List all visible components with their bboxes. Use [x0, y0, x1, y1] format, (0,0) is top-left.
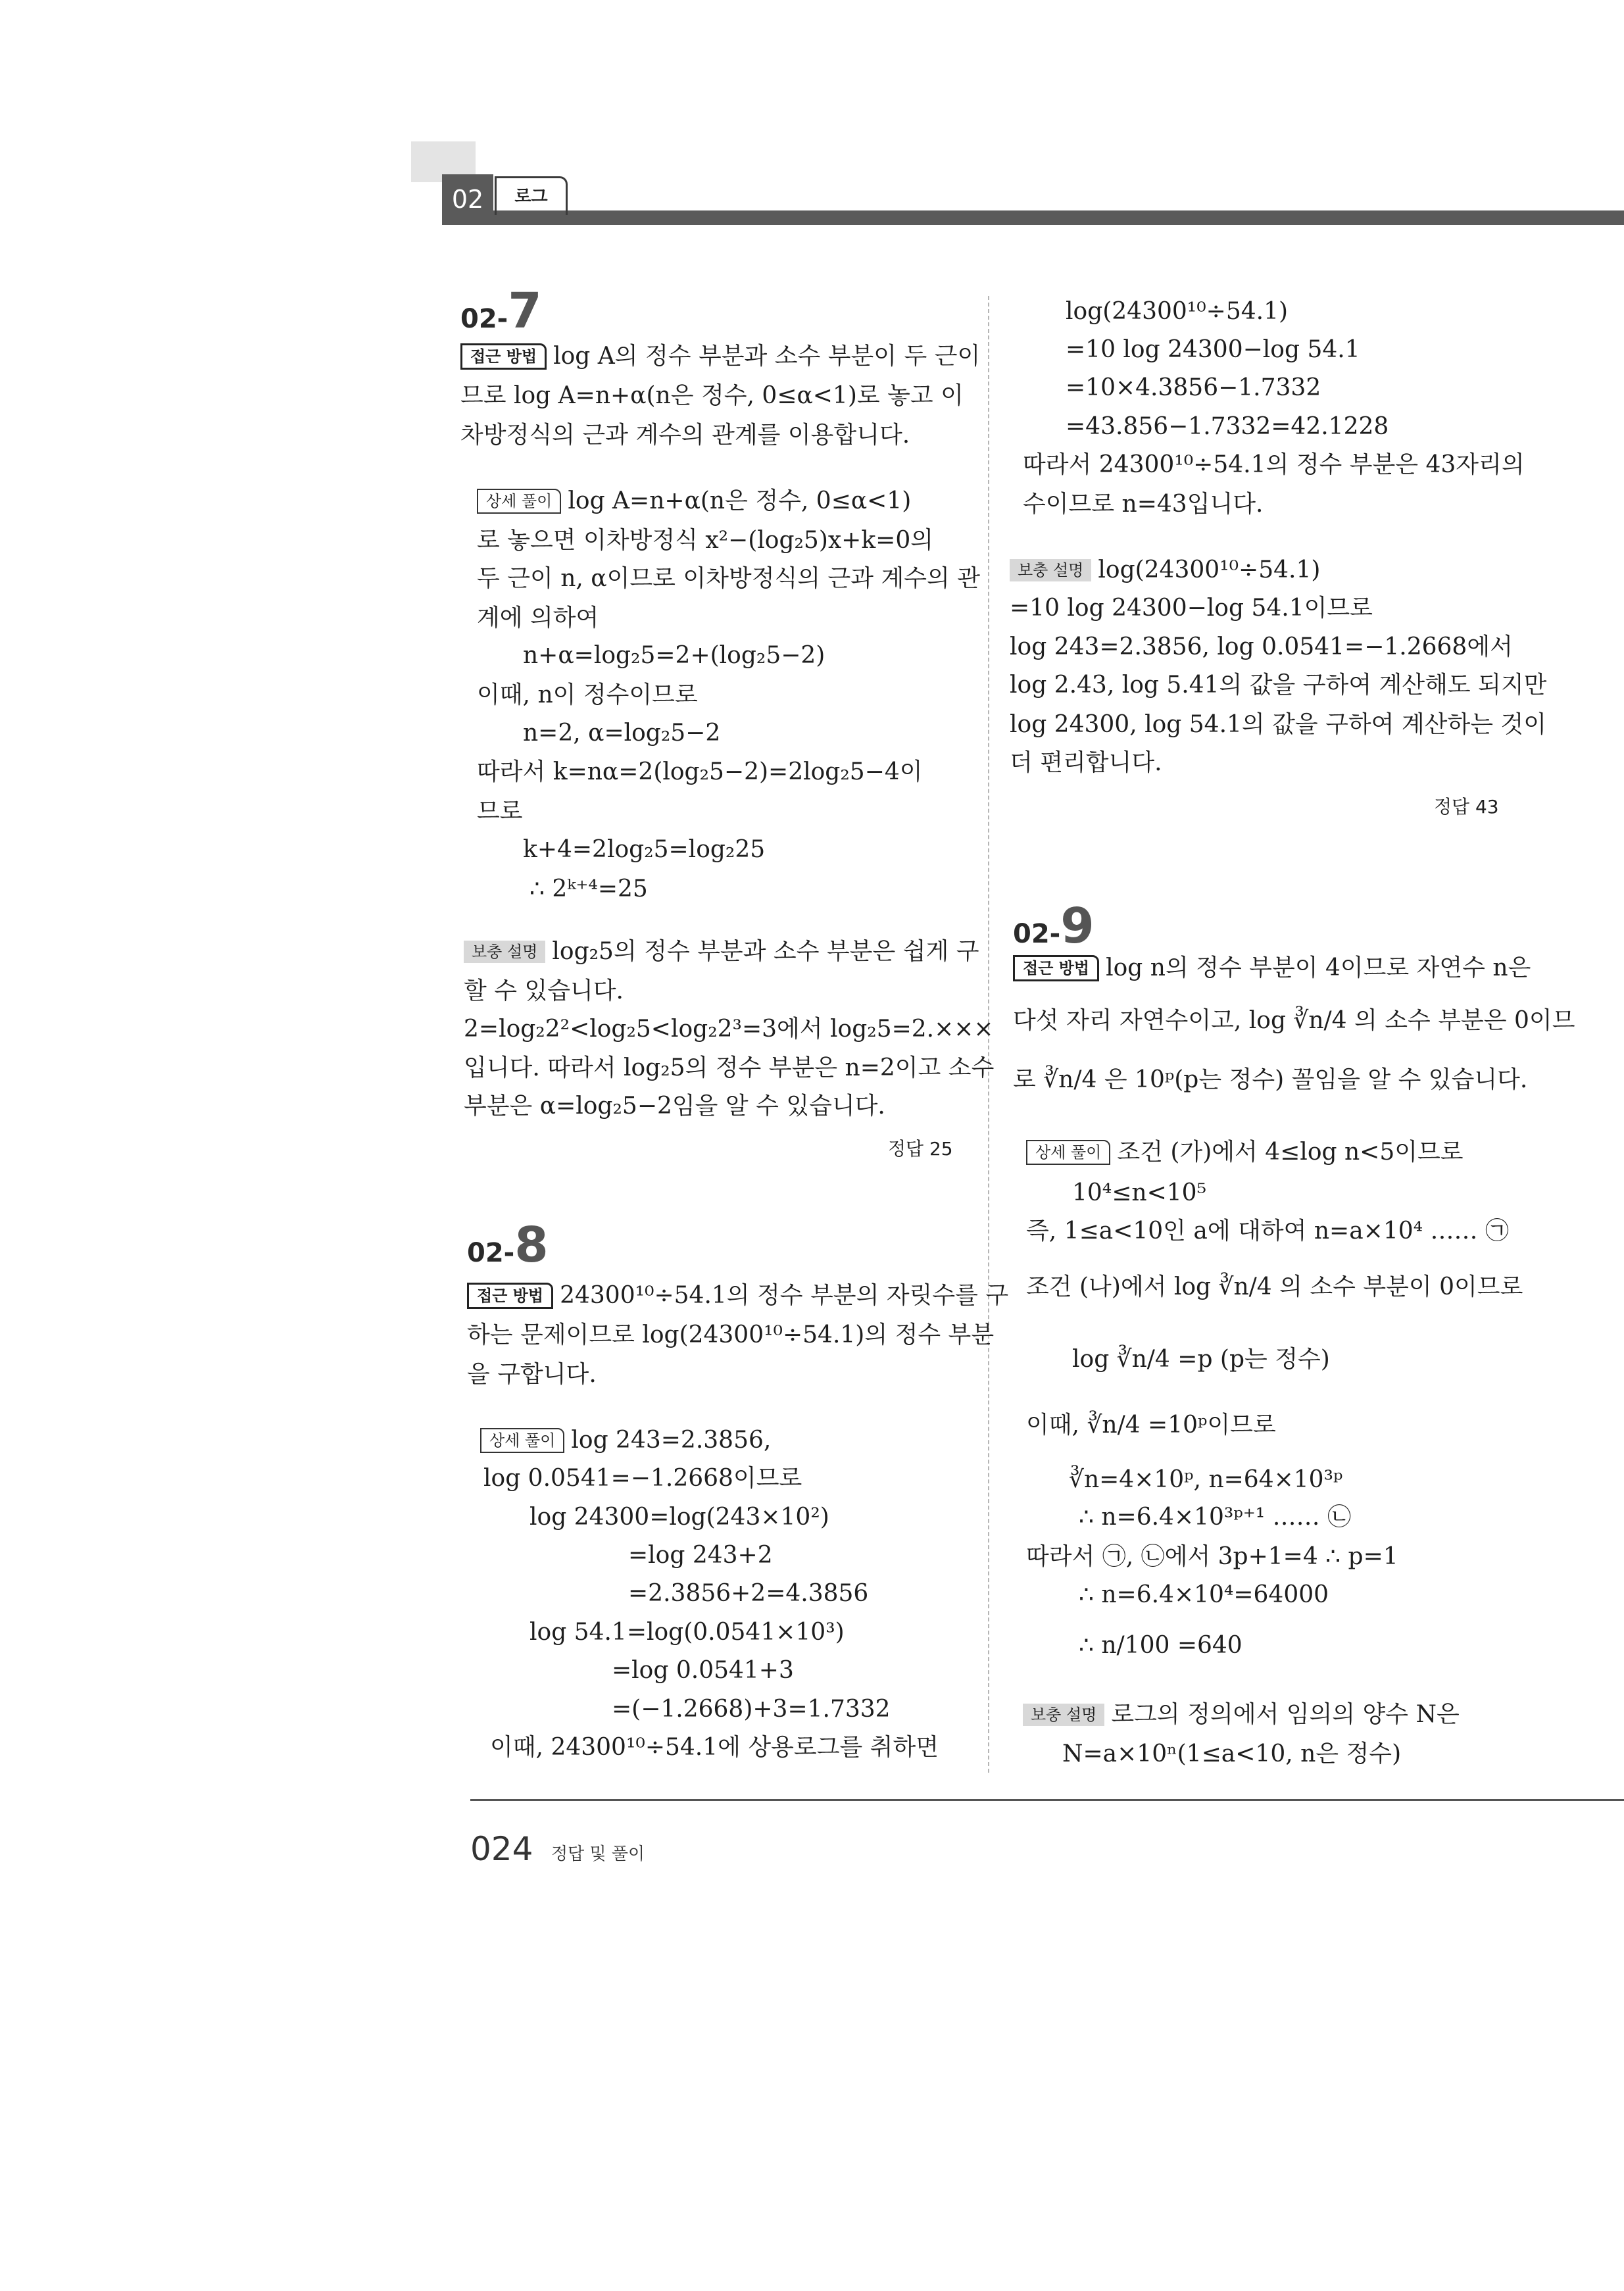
problem-9-approach-line: 로 ∛n/4 은 10ᵖ(p는 정수) 꼴임을 알 수 있습니다.	[1013, 1066, 1528, 1093]
problem-8-continued-line: =10 log 24300−log 54.1	[1066, 336, 1360, 363]
problem-7-detail-line: 로 놓으면 이차방정식 x²−(log₂5)x+k=0의	[477, 527, 933, 554]
problem-9-approach-line: 접근 방법 log n의 정수 부분이 4이므로 자연수 n은	[1013, 954, 1531, 983]
problem-9-detail-line: log ∛n/4 =p (p는 정수)	[1072, 1346, 1330, 1373]
problem-7-detail-line: 상세 풀이 log A=n+α(n은 정수, 0≤α<1)	[477, 487, 911, 516]
problem-8-approach-line: 을 구합니다.	[467, 1361, 597, 1388]
problem-7-detail-line: ∴ 2ᵏ⁺⁴=25	[529, 875, 648, 902]
problem-8-detail-line: log 24300=log(243×10²)	[529, 1504, 829, 1531]
problem-8-extra-line: log 24300, log 54.1의 값을 구하여 계산하는 것이	[1010, 711, 1547, 738]
problem-8-detail-line: =(−1.2668)+3=1.7332	[612, 1696, 891, 1723]
problem-7-approach-line: 므로 log A=n+α(n은 정수, 0≤α<1)로 놓고 이	[460, 382, 964, 409]
problem-9-heading: 02-9	[1013, 898, 1095, 954]
problem-7-extra-line: 할 수 있습니다.	[464, 977, 624, 1004]
problem-8-detail-line: =log 0.0541+3	[612, 1657, 794, 1684]
problem-7-approach-line: 차방정식의 근과 계수의 관계를 이용합니다.	[460, 422, 910, 449]
problem-7-extra-line: 2=log₂2²<log₂5<log₂2³=3에서 log₂5=2.×××	[464, 1016, 994, 1043]
problem-8-continued-line: 따라서 24300¹⁰÷54.1의 정수 부분은 43자리의	[1023, 451, 1525, 478]
problem-7-detail-line: 따라서 k=nα=2(log₂5−2)=2log₂5−4이	[477, 758, 923, 785]
detail-tag: 상세 풀이	[477, 489, 561, 514]
problem-7-heading: 02-7	[460, 283, 542, 339]
problem-9-detail-line: 즉, 1≤a<10인 a에 대하여 n=a×10⁴ …… ㉠	[1026, 1218, 1509, 1244]
detail-tag: 상세 풀이	[1026, 1140, 1110, 1165]
problem-9-extra-line: N=a×10ⁿ(1≤a<10, n은 정수)	[1062, 1740, 1402, 1767]
problem-7-detail-line: 계에 의하여	[477, 604, 599, 631]
approach-tag: 접근 방법	[1013, 955, 1099, 981]
chapter-title: 로그	[495, 176, 568, 215]
problem-9-detail-line: ∴ n=6.4×10⁴=64000	[1079, 1581, 1329, 1608]
problem-7-answer: 정답 25	[888, 1138, 953, 1160]
problem-8-continued-line: =43.856−1.7332=42.1228	[1066, 413, 1389, 440]
problem-8-answer: 정답 43	[1434, 796, 1499, 818]
extra-tag: 보충 설명	[1023, 1704, 1104, 1726]
extra-tag: 보충 설명	[464, 941, 545, 963]
problem-9-detail-line: 상세 풀이 조건 (가)에서 4≤log n<5이므로	[1026, 1138, 1464, 1167]
problem-7-extra-line: 보충 설명 log₂5의 정수 부분과 소수 부분은 쉽게 구	[464, 937, 979, 966]
problem-8-approach-line: 접근 방법 24300¹⁰÷54.1의 정수 부분의 자릿수를 구	[467, 1281, 1008, 1310]
problem-9-detail-line: 이때, ∛n/4 =10ᵖ이므로	[1026, 1412, 1276, 1439]
problem-9-detail-line: 조건 (나)에서 log ∛n/4 의 소수 부분이 0이므로	[1026, 1273, 1523, 1300]
approach-tag: 접근 방법	[467, 1283, 553, 1309]
problem-8-continued-line: =10×4.3856−1.7332	[1066, 374, 1321, 401]
footer-label: 정답 및 풀이	[551, 1844, 645, 1864]
problem-8-continued-line: 수이므로 n=43입니다.	[1023, 491, 1264, 518]
problem-8-detail-line: log 0.0541=−1.2668이므로	[483, 1465, 802, 1492]
problem-7-detail-line: n=2, α=log₂5−2	[523, 720, 721, 747]
problem-9-approach-line: 다섯 자리 자연수이고, log ∛n/4 의 소수 부분은 0이므	[1013, 1007, 1575, 1034]
problem-9-detail-line: ∴ n/100 =640	[1079, 1632, 1243, 1659]
problem-7-approach-line: 접근 방법 log A의 정수 부분과 소수 부분이 두 근이	[460, 342, 980, 371]
problem-8-extra-line: 더 편리합니다.	[1010, 749, 1162, 776]
problem-7-detail-line: 이때, n이 정수이므로	[477, 681, 698, 708]
page-number: 024	[470, 1830, 533, 1868]
problem-7-detail-line: n+α=log₂5=2+(log₂5−2)	[523, 642, 825, 669]
problem-9-extra-line: 보충 설명 로그의 정의에서 임의의 양수 N은	[1023, 1700, 1460, 1729]
approach-tag: 접근 방법	[460, 343, 547, 370]
chapter-number: 02	[442, 174, 493, 225]
detail-tag: 상세 풀이	[480, 1428, 564, 1453]
problem-9-detail-line: ∴ n=6.4×10³ᵖ⁺¹ …… ㉡	[1079, 1504, 1352, 1531]
problem-8-extra-line: log 243=2.3856, log 0.0541=−1.2668에서	[1010, 633, 1513, 660]
header-bar	[442, 210, 1624, 225]
problem-7-detail-line: 므로	[477, 798, 523, 825]
problem-8-extra-line: 보충 설명 log(24300¹⁰÷54.1)	[1010, 556, 1320, 585]
problem-9-detail-line: 10⁴≤n<10⁵	[1072, 1179, 1206, 1206]
problem-7-extra-line: 입니다. 따라서 log₂5의 정수 부분은 n=2이고 소수	[464, 1054, 995, 1081]
problem-8-continued-line: log(24300¹⁰÷54.1)	[1066, 298, 1289, 325]
problem-8-extra-line: log 2.43, log 5.41의 값을 구하여 계산해도 되지만	[1010, 672, 1547, 699]
problem-7-extra-line: 부분은 α=log₂5−2임을 알 수 있습니다.	[464, 1093, 885, 1120]
problem-7-detail-line: k+4=2log₂5=log₂25	[523, 836, 766, 863]
problem-9-detail-line: 따라서 ㉠, ㉡에서 3p+1=4 ∴ p=1	[1026, 1543, 1398, 1570]
problem-7-detail-line: 두 근이 n, α이므로 이차방정식의 근과 계수의 관	[477, 565, 981, 592]
footer-rule	[470, 1799, 1624, 1801]
problem-8-detail-line: 상세 풀이 log 243=2.3856,	[480, 1426, 771, 1455]
problem-8-detail-line: =2.3856+2=4.3856	[628, 1580, 869, 1607]
extra-tag: 보충 설명	[1010, 559, 1091, 581]
problem-8-detail-line: =log 243+2	[628, 1542, 773, 1569]
problem-8-detail-line: 이때, 24300¹⁰÷54.1에 상용로그를 취하면	[490, 1734, 939, 1761]
problem-8-extra-line: =10 log 24300−log 54.1이므로	[1010, 595, 1373, 622]
problem-8-approach-line: 하는 문제이므로 log(24300¹⁰÷54.1)의 정수 부분	[467, 1321, 995, 1348]
problem-8-heading: 02-8	[467, 1217, 549, 1273]
problem-8-detail-line: log 54.1=log(0.0541×10³)	[529, 1619, 845, 1646]
problem-9-detail-line: ∛n=4×10ᵖ, n=64×10³ᵖ	[1069, 1466, 1343, 1493]
